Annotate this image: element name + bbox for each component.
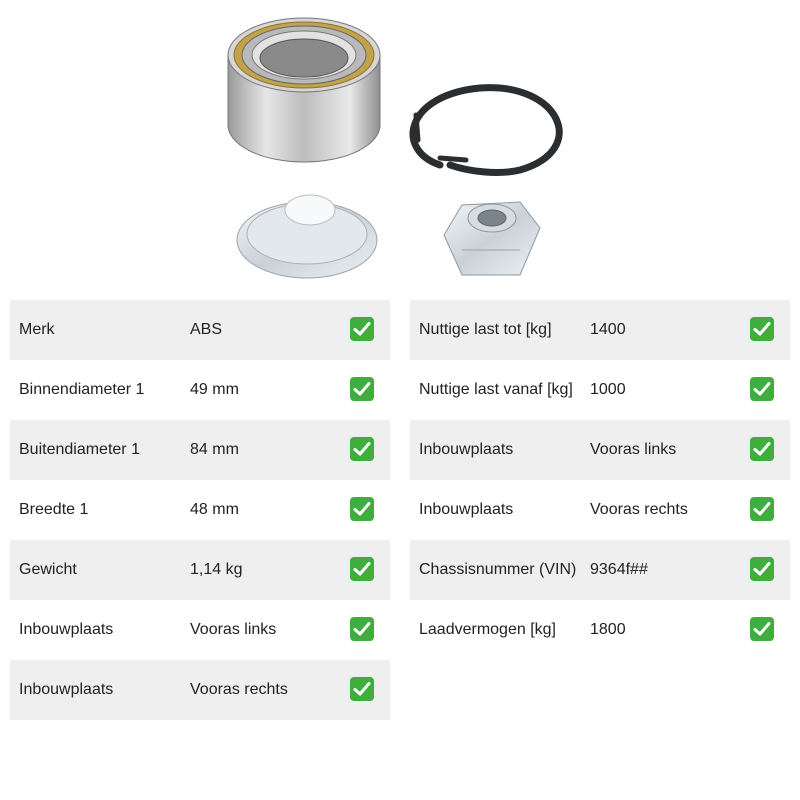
spec-label: Inbouwplaats <box>419 501 514 518</box>
spec-value: 9364f## <box>590 561 648 578</box>
product-image <box>0 0 800 290</box>
spec-label: Gewicht <box>19 561 77 578</box>
spec-row <box>410 420 790 480</box>
spec-value: Vooras rechts <box>190 681 288 698</box>
check-mark-icon <box>350 617 374 641</box>
spec-label: Binnendiameter 1 <box>19 381 145 398</box>
check-mark-icon <box>750 557 774 581</box>
spec-row <box>10 420 390 480</box>
spec-value: Vooras links <box>590 441 677 458</box>
spec-value: 1800 <box>590 621 626 638</box>
check-mark-icon <box>350 317 374 341</box>
spec-label: Nuttige last tot [kg] <box>419 321 552 338</box>
spec-value: 48 mm <box>190 501 239 518</box>
spec-value: 49 mm <box>190 381 239 398</box>
spec-value: 1000 <box>590 381 626 398</box>
spec-table-right <box>410 300 790 660</box>
spec-row <box>10 600 390 660</box>
spec-label: Inbouwplaats <box>19 621 114 638</box>
spec-label: Buitendiameter 1 <box>19 441 140 458</box>
spec-row <box>10 540 390 600</box>
spec-row <box>10 300 390 360</box>
spec-label: Inbouwplaats <box>19 681 114 698</box>
spec-table-left <box>10 300 390 720</box>
spec-label: Laadvermogen [kg] <box>419 621 556 638</box>
circlip-icon <box>413 88 559 173</box>
spec-label: Chassisnummer (VIN) <box>419 561 577 578</box>
spec-value: ABS <box>190 321 223 338</box>
check-mark-icon <box>350 437 374 461</box>
spec-label: Merk <box>19 321 55 338</box>
spec-row <box>410 480 790 540</box>
check-mark-icon <box>750 437 774 461</box>
spec-row <box>10 480 390 540</box>
nut-icon <box>444 202 540 275</box>
check-mark-icon <box>750 317 774 341</box>
spec-label: Inbouwplaats <box>419 441 514 458</box>
spec-value: Vooras links <box>190 621 277 638</box>
spec-row <box>10 360 390 420</box>
spec-row <box>410 600 790 660</box>
check-mark-icon <box>750 497 774 521</box>
spec-value: 1400 <box>590 321 626 338</box>
spec-row <box>410 300 790 360</box>
spec-value: Vooras rechts <box>590 501 688 518</box>
check-mark-icon <box>350 677 374 701</box>
bearing-icon <box>228 18 380 162</box>
check-mark-icon <box>350 557 374 581</box>
check-mark-icon <box>750 377 774 401</box>
spec-row <box>410 540 790 600</box>
spec-row <box>410 360 790 420</box>
spec-label: Breedte 1 <box>19 501 89 518</box>
check-mark-icon <box>350 497 374 521</box>
spec-value: 84 mm <box>190 441 239 458</box>
check-mark-icon <box>750 617 774 641</box>
dust-cap-icon <box>237 195 377 278</box>
spec-row <box>10 660 390 720</box>
check-mark-icon <box>350 377 374 401</box>
spec-label: Nuttige last vanaf [kg] <box>419 381 573 398</box>
spec-value: 1,14 kg <box>190 561 243 578</box>
